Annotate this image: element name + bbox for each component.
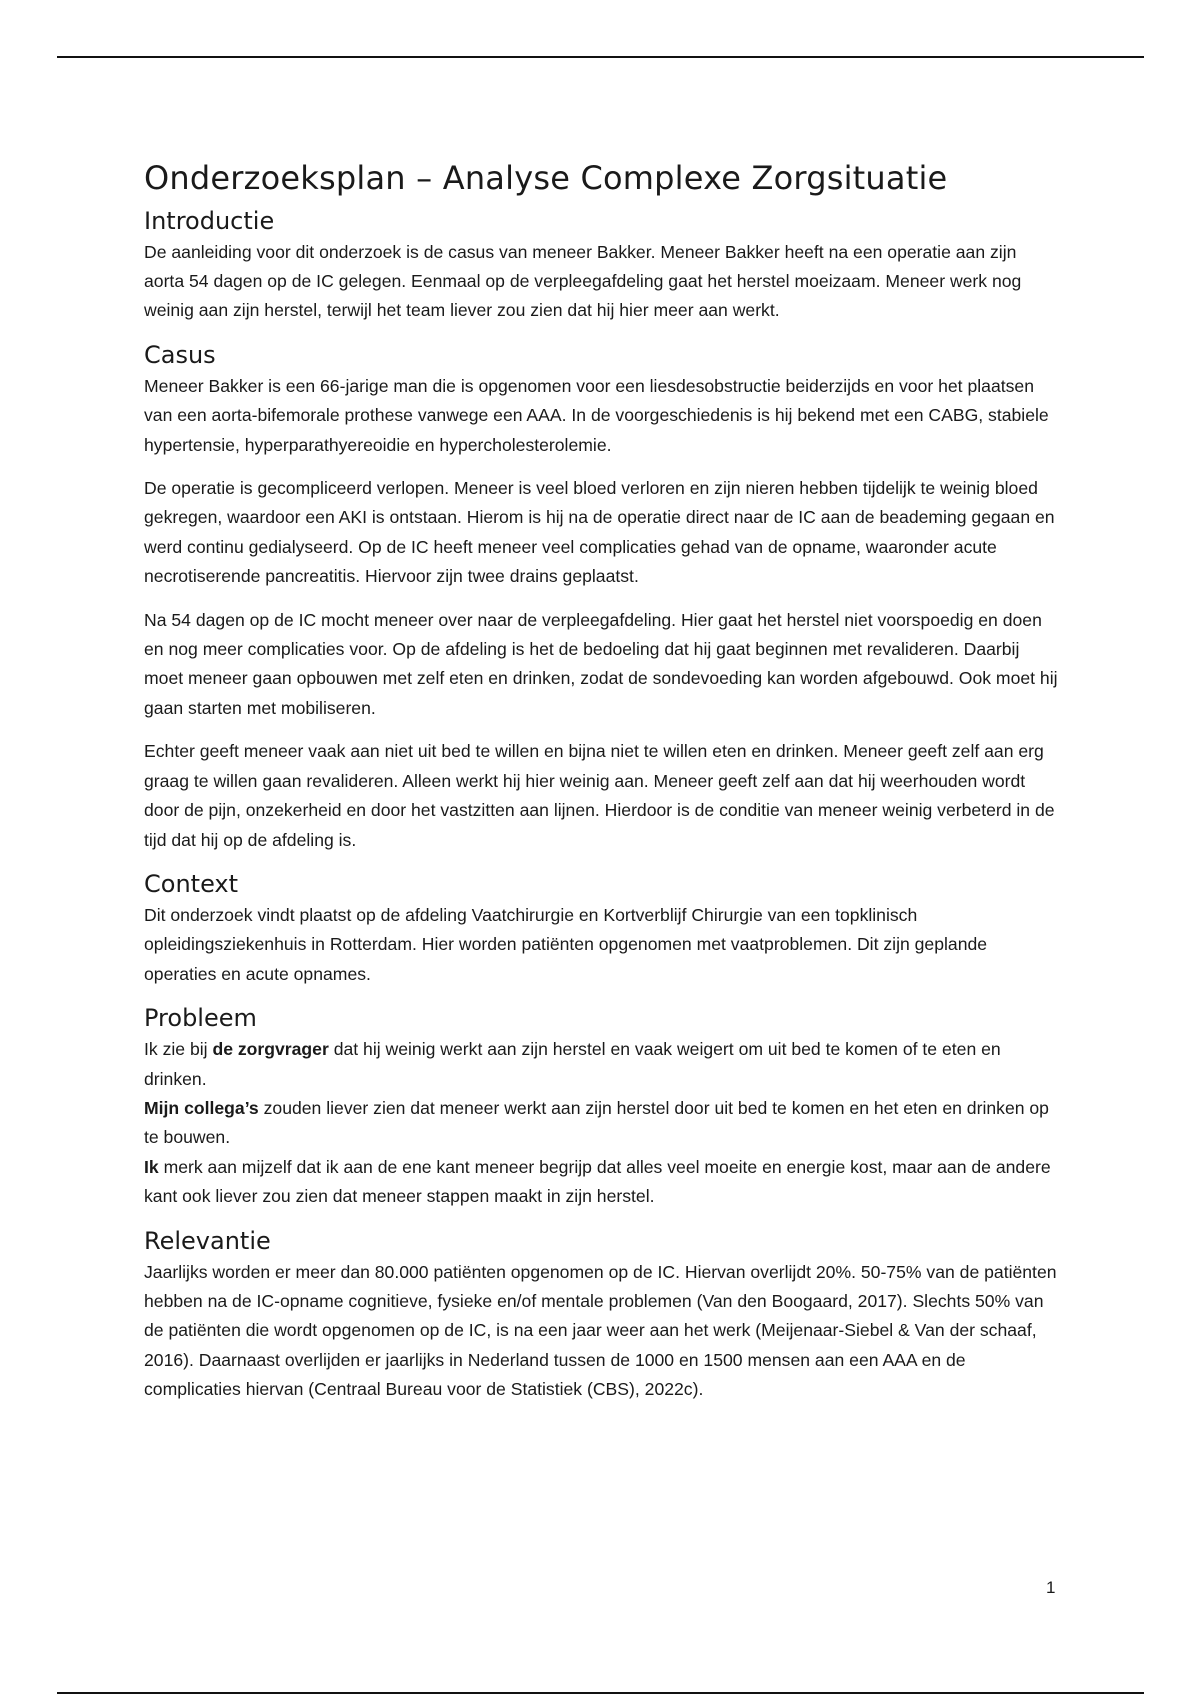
section-introductie	[144, 206, 1060, 326]
probleem-line2-text: zouden liever zien dat meneer werkt aan zijn herstel door uit bed te komen en het eten en drinken op te bouwen.	[144, 1097, 1049, 1148]
context-paragraph: Dit onderzoek vindt plaatst op de afdeling Vaatchirurgie en Kortverblijf Chirurgie van een topklinisch opleidingsziekenhuis in Rotterdam. Hier worden patiënten opgenomen met vaatproblemen. Dit zijn geplande operaties en acute opnames.	[144, 904, 988, 984]
section-relevantie	[144, 1226, 1060, 1405]
heading-context: Context	[144, 869, 239, 898]
page-number: 1	[1046, 1578, 1056, 1597]
heading-probleem: Probleem	[144, 1004, 257, 1033]
casus-paragraph-3: Na 54 dagen op de IC mocht meneer over naar de verpleegafdeling. Hier gaat het herstel niet voorspoedig en doen en nog meer complicaties voor. Op de afdeling is het de bedoeling dat hij gaat beginnen met revalideren. Daarbij moet meneer gaan opbouwen met zelf eten en drinken, zodat de sondevoeding kan worden afgebouwd. Ook moet hij gaan starten met mobiliseren.	[144, 609, 1058, 718]
probleem-zorgvrager-bold: de zorgvrager	[212, 1039, 329, 1060]
introductie-paragraph: De aanleiding voor dit onderzoek is de casus van meneer Bakker. Meneer Bakker heeft na een operatie aan zijn aorta 54 dagen op de IC gelegen. Eenmaal op de verpleegafdeling gaat het herstel moeizaam. Meneer werk nog weinig aan zijn herstel, terwijl het team liever zou zien dat hij hier meer aan werkt.	[144, 241, 1022, 321]
probleem-ik-line	[144, 1153, 1060, 1212]
casus-paragraph-2: De operatie is gecompliceerd verlopen. Meneer is veel bloed verloren en zijn nieren hebben tijdelijk te weinig bloed gekregen, waardoor een AKI is ontstaan. Hierom is hij na de operatie direct naar de IC aan de beademing gegaan en werd continu gedialyseerd. Op de IC heeft meneer veel complicaties gehad van de opname, waaronder acute necrotiserende pancreatitis. Hiervoor zijn twee drains geplaatst.	[144, 478, 1055, 587]
footer-rule	[57, 1692, 1144, 1694]
probleem-line1-prefix: Ik zie bij	[144, 1039, 213, 1060]
section-casus	[144, 340, 1060, 855]
heading-introductie: Introductie	[144, 206, 275, 235]
section-probleem	[144, 1003, 1060, 1211]
heading-casus: Casus	[144, 340, 216, 369]
document-title: Onderzoeksplan – Analyse Complexe Zorgsituatie	[144, 159, 948, 197]
section-context	[144, 869, 1060, 989]
probleem-paragraph	[144, 1035, 1060, 1211]
probleem-ik-bold: Ik	[144, 1156, 159, 1177]
probleem-line3-text: merk aan mijzelf dat ik aan de ene kant meneer begrijp dat alles veel moeite en energie kost, maar aan de andere kant ook liever zou zien dat meneer stappen maakt in zijn herstel.	[144, 1156, 1051, 1207]
probleem-zorgvrager-line	[144, 1035, 1060, 1094]
casus-paragraph-1: Meneer Bakker is een 66-jarige man die is opgenomen voor een liesdesobstructie beiderzijds en voor het plaatsen van een aorta-bifemorale prothese vanwege een AAA. In de voorgeschiedenis is hij bekend met een CABG, stabiele hypertensie, hyperparathyereoidie en hypercholesterolemie.	[144, 375, 1049, 455]
header-rule	[57, 56, 1144, 58]
document-body	[144, 158, 1060, 1419]
heading-relevantie: Relevantie	[144, 1226, 271, 1255]
probleem-line1-text: dat hij weinig werkt aan zijn herstel en vaak weigert om uit bed te komen of te eten en drinken.	[144, 1039, 1001, 1089]
casus-paragraph-4: Echter geeft meneer vaak aan niet uit bed te willen en bijna niet te willen eten en drinken. Meneer geeft zelf aan erg graag te willen gaan revalideren. Alleen werkt hij hier weinig aan. Meneer geeft zelf aan dat hij weerhouden wordt door de pijn, onzekerheid en door het vastzitten aan lijnen. Hierdoor is de conditie van meneer weinig verbeterd in de tijd dat hij op de afdeling is.	[144, 741, 1055, 850]
probleem-collegas-bold: Mijn collega’s	[144, 1097, 259, 1118]
probleem-collegas-line	[144, 1094, 1060, 1153]
relevantie-paragraph: Jaarlijks worden er meer dan 80.000 patiënten opgenomen op de IC. Hiervan overlijdt 20%. 50-75% van de patiënten hebben na de IC-opname cognitieve, fysieke en/of mentale problemen (Van den Boogaard, 2017). Slechts 50% van de patiënten die wordt opgenomen op de IC, is na een jaar weer aan het werk (Meijenaar-Siebel & Van der schaaf, 2016). Daarnaast overlijden er jaarlijks in Nederland tussen de 1000 en 1500 mensen aan een AAA en de complicaties hiervan (Centraal Bureau voor de Statistiek (CBS), 2022c).	[144, 1261, 1057, 1400]
